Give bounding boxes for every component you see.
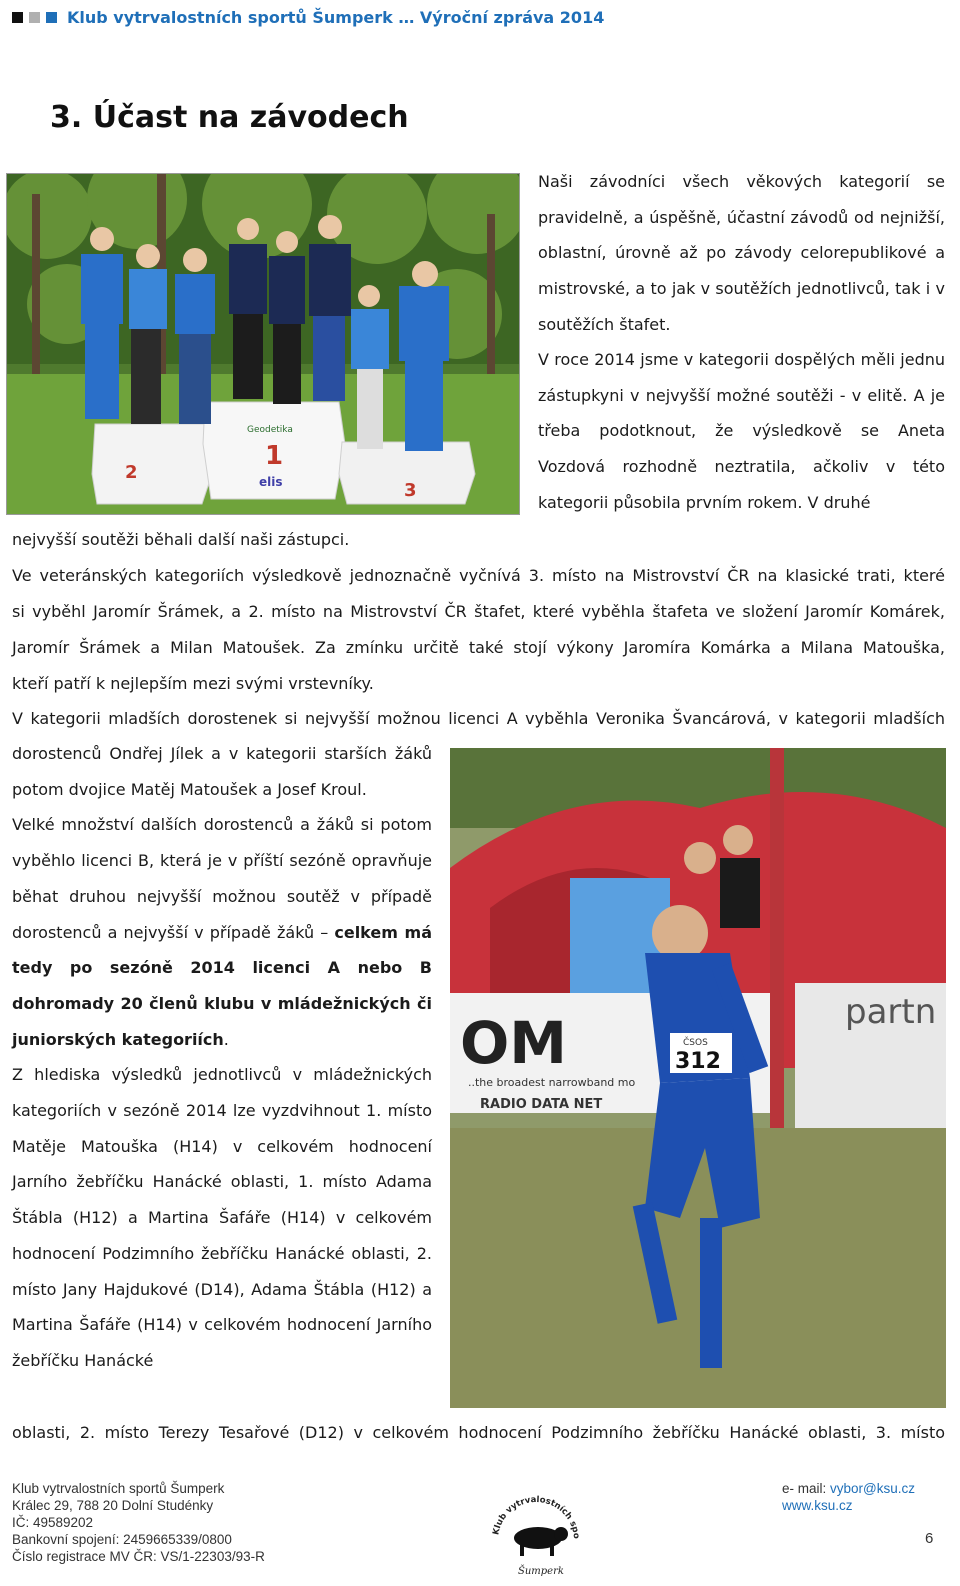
runner-bib-sponsor: ČSOS [683, 1038, 708, 1048]
runner-banner-small-text: ..the broadest narrowband mo [468, 1076, 636, 1089]
paragraph-intro: Naši závodníci všech věkových kategorií se pravidelně, a úspěšně, účastní závodů od nejnižší, oblastní, úrovně až po závody celorepublikové a mistrovské, a to jak v soutěžích jednotlivců, tak i v soutěžích štafet. [538, 172, 945, 334]
youth-licence-b-normal: Velké množství dalších dorostenců a žáků si potom vyběhlo licenci B, která je v příští sezóně opravňuje běhat druhou nejvyšší možnou soutěž v případě dorostenců a nejvyšší v případě žáků – [12, 815, 432, 942]
header-square-black [12, 12, 23, 23]
footer-web-link[interactable]: www.ksu.cz [782, 1498, 853, 1513]
footer-ico: IČ: 49589202 [12, 1515, 94, 1530]
youth-licence-b-bold: celkem má tedy po sezóně 2014 licenci A nebo B dohromady 20 členů klubu v mládežnických či juniorských kategoriích [12, 922, 432, 1049]
veterans-line-4: kteří patří k nejlepším mezi svými vrstevníky. [12, 674, 374, 693]
paragraph-adults: V roce 2014 jsme v kategorii dospělých měli jednu zástupkyni v nejvyšší možné soutěži - v elitě. A je třeba podotknout, že výsledkově se Aneta Vozdová rozhodně neztratila, ačkoliv v této kategorii působila prvním rokem. V druhé [538, 350, 945, 512]
youth-licence-b [12, 807, 432, 1057]
youth-licence-a: dorostenců Ondřej Jílek a v kategorii starších žáků potom dvojice Matěj Matoušek a Josef Kroul. [12, 744, 432, 799]
veterans-line-1: Ve veteránských kategoriích výsledkově jednoznačně vyčnívá 3. místo na Mistrovství ČR na klasické trati, které [12, 566, 945, 585]
paragraph-adults-tail: nejvyšší soutěži běhali další naši zástupci. [12, 530, 350, 549]
logo-bottom-text: Šumperk [518, 1566, 564, 1577]
podium-photo [6, 173, 520, 515]
podium-label-1: 1 [265, 441, 284, 471]
youth-results-last-line: oblasti, 2. místo Terezy Tesařové (D12) v celkovém hodnocení Podzimního žebříčku Hanácké oblasti, 3. místo [12, 1423, 945, 1442]
veterans-line-2: si vyběhl Jaromír Šrámek, a 2. místo na Mistrovství ČR štafet, které vyběhla štafeta ve složení Jaromír Komárek, [12, 602, 945, 621]
runner-photo [450, 748, 946, 1408]
podium-banner-text: Geodetika [247, 425, 293, 435]
podium-label-2: 2 [125, 462, 138, 483]
club-logo [488, 1478, 584, 1578]
footer-bank: Bankovní spojení: 2459665339/0800 [12, 1532, 232, 1547]
header-square-gray [29, 12, 40, 23]
header-square-blue [46, 12, 57, 23]
footer-registration: Číslo registrace MV ČR: VS/1-22303/93-R [12, 1549, 265, 1564]
runner-banner-radio-text: RADIO DATA NET [480, 1097, 603, 1112]
page-number: 6 [925, 1530, 934, 1547]
runner-banner-large-text: OM [460, 1009, 568, 1077]
footer-email-link[interactable]: vybor@ksu.cz [830, 1481, 915, 1496]
youth-line-1: V kategorii mladších dorostenek si nejvyšší možnou licenci A vyběhla Veronika Švancárová, v kategorii mladších [12, 709, 945, 728]
youth-licence-b-end: . [223, 1029, 229, 1049]
podium-label-3: 3 [404, 480, 417, 501]
footer-email-label: e- mail: [782, 1481, 831, 1496]
podium-sponsor-text: elis [259, 475, 283, 489]
runner-banner-right-text: partn [845, 992, 937, 1032]
youth-column [12, 736, 432, 1379]
footer-address: Králec 29, 788 20 Dolní Studénky [12, 1498, 214, 1513]
header-title: Klub vytrvalostních sportů Šumperk … Výroční zpráva 2014 [67, 7, 605, 27]
footer-email [782, 1480, 915, 1497]
veterans-line-3: Jaromír Šrámek a Milan Matoušek. Za zmínku určitě také stojí výkony Jaromíra Komárka a Milana Matouška, [12, 638, 945, 657]
footer-org-name: Klub vytrvalostních sportů Šumperk [12, 1481, 225, 1496]
section-title: 3. Účast na závodech [50, 100, 409, 135]
youth-results: Z hlediska výsledků jednotlivců v mládežnických kategoriích v sezóně 2014 lze vyzdvihnout 1. místo Matěje Matouška (H14) v celkovém hodnocení Jarního žebříčku Hanácké oblasti, 1. místo Adama Štábla (H12) a Martina Šafáře (H14) v celkovém hodnocení Podzimního žebříčku Hanácké oblasti, 2. místo Jany Hajdukové (D14), Adama Štábla (H12) a Martina Šafáře (H14) v celkovém hodnocení Jarního žebříčku Hanácké [12, 1065, 432, 1370]
running-header [12, 6, 604, 28]
runner-bib-number: 312 [675, 1049, 721, 1074]
logo-arc-text: Klub vytrvalostních spo [491, 1494, 582, 1540]
